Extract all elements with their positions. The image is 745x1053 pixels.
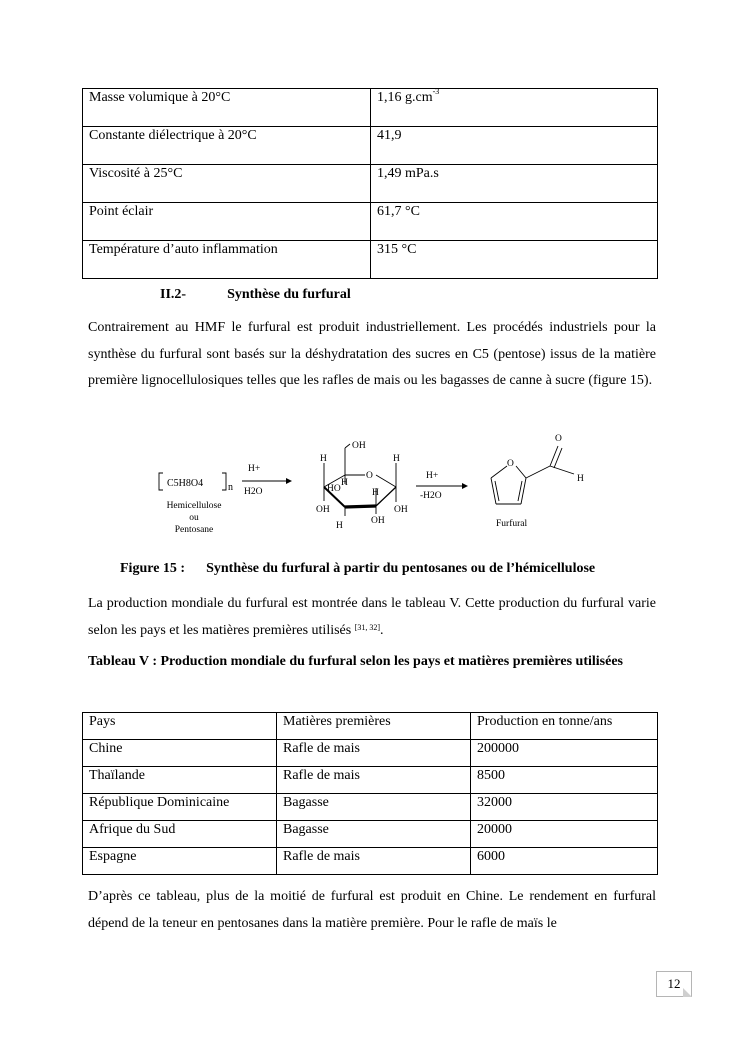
production-cell: 32000 bbox=[471, 794, 658, 821]
material-cell: Rafle de mais bbox=[277, 848, 471, 875]
figure-caption bbox=[120, 561, 595, 577]
property-value: 41,9 bbox=[371, 127, 658, 165]
table-header-row bbox=[83, 713, 658, 740]
paragraph-synthesis: Contrairement au HMF le furfural est produit industriellement. Les procédés industriels pour la synthèse du furfural sont basés sur la déshydratation des sucres en C5 (pentose) issus de la matière première lignocellulosiques telles que les rafles de mais ou les bagasses de canne à sucre (figure 15). bbox=[88, 320, 656, 388]
atom-oh-right: OH bbox=[394, 505, 408, 515]
product-label: Furfural bbox=[496, 519, 528, 529]
aldehyde-h: H bbox=[577, 474, 584, 484]
furan-oxygen: O bbox=[507, 459, 514, 469]
production-cell: 200000 bbox=[471, 740, 658, 767]
atom-h: H bbox=[341, 478, 348, 488]
material-cell: Bagasse bbox=[277, 821, 471, 848]
reactant-label: Hemicellulose bbox=[166, 501, 222, 511]
table-row bbox=[83, 821, 658, 848]
citation: [31, 32] bbox=[354, 622, 381, 632]
arrow1-catalyst: H+ bbox=[248, 464, 261, 474]
material-cell: Rafle de mais bbox=[277, 740, 471, 767]
production-cell: 6000 bbox=[471, 848, 658, 875]
property-value: 1,16 $g.cm^{-3}$ bbox=[371, 89, 658, 127]
atom-oh-bottom: OH bbox=[371, 516, 385, 526]
pentosane-formula bbox=[159, 473, 233, 493]
property-label: Constante diélectrique à 20°C bbox=[83, 127, 371, 165]
table-row bbox=[83, 767, 658, 794]
column-header: Production en tonne/ans bbox=[471, 713, 658, 740]
arrow2-catalyst: H+ bbox=[426, 471, 439, 481]
country-cell: Espagne bbox=[83, 848, 277, 875]
production-cell: 8500 bbox=[471, 767, 658, 794]
carbonyl-oxygen: O bbox=[555, 434, 562, 444]
figure-caption-label: Figure 15 : bbox=[120, 561, 186, 576]
production-table bbox=[82, 712, 658, 875]
property-value: 1,49 mPa.s bbox=[371, 165, 658, 203]
atom-oh-left: OH bbox=[316, 505, 330, 515]
xylose-ring bbox=[324, 444, 396, 516]
property-value: 61,7 °C bbox=[371, 203, 658, 241]
country-cell: Afrique du Sud bbox=[83, 821, 277, 848]
property-value: 315 °C bbox=[371, 241, 658, 279]
repeat-n: n bbox=[228, 482, 233, 493]
table-row bbox=[83, 740, 658, 767]
table-row bbox=[83, 127, 658, 165]
arrow-head bbox=[286, 478, 292, 484]
column-header: Matières premières bbox=[277, 713, 471, 740]
ring-oxygen: O bbox=[366, 471, 373, 481]
property-label: Température d’auto inflammation bbox=[83, 241, 371, 279]
property-label: Masse volumique à 20°C bbox=[83, 89, 371, 127]
atom-h-bottom: H bbox=[336, 521, 343, 531]
column-header: Pays bbox=[83, 713, 277, 740]
reactant-or: ou bbox=[189, 513, 199, 523]
reactant-alt: Pentosane bbox=[174, 525, 214, 535]
arrow-head bbox=[462, 483, 468, 489]
properties-table bbox=[82, 88, 658, 279]
arrow2-reagent: -H2O bbox=[420, 491, 442, 501]
table-row bbox=[83, 89, 658, 127]
furfural-structure bbox=[491, 446, 574, 504]
country-cell: Chine bbox=[83, 740, 277, 767]
atom-h: H bbox=[393, 454, 400, 464]
paragraph-conclusion: D’après ce tableau, plus de la moitié de furfural est produit en Chine. Le rendement en furfural dépend de la teneur en pentosanes dans la matière première. Pour le rafle de maïs le bbox=[88, 889, 656, 931]
page-fold-icon bbox=[683, 988, 692, 997]
page-number: 12 bbox=[667, 976, 681, 991]
section-title: Synthèse du furfural bbox=[227, 287, 351, 302]
arrow1-reagent: H2O bbox=[244, 487, 263, 497]
atom-h: H bbox=[372, 488, 379, 498]
table-title: Tableau V : Production mondiale du furfural selon les pays et matières premières utilisées bbox=[88, 654, 623, 669]
material-cell: Rafle de mais bbox=[277, 767, 471, 794]
reaction-figure bbox=[140, 428, 600, 540]
paragraph-production: La production mondiale du furfural est montrée dans le tableau V. Cette production du furfural varie selon les pays et les matières premières utilisés [31, 32]. bbox=[88, 596, 656, 638]
table-row bbox=[83, 165, 658, 203]
section-heading bbox=[160, 287, 351, 303]
atom-oh-top: OH bbox=[352, 441, 366, 451]
table-row bbox=[83, 794, 658, 821]
table-row bbox=[83, 203, 658, 241]
page-number-box bbox=[656, 971, 692, 997]
section-number: II.2- bbox=[160, 287, 187, 302]
figure-caption-text: Synthèse du furfural à partir du pentosanes ou de l’hémicellulose bbox=[206, 561, 596, 576]
production-cell: 20000 bbox=[471, 821, 658, 848]
atom-ho: HO bbox=[327, 484, 341, 494]
property-label: Point éclair bbox=[83, 203, 371, 241]
atom-h: H bbox=[320, 454, 327, 464]
formula-text: C5H8O4 bbox=[167, 478, 204, 489]
material-cell: Bagasse bbox=[277, 794, 471, 821]
table-row bbox=[83, 848, 658, 875]
property-label: Viscosité à 25°C bbox=[83, 165, 371, 203]
country-cell: Thaïlande bbox=[83, 767, 277, 794]
country-cell: République Dominicaine bbox=[83, 794, 277, 821]
table-row bbox=[83, 241, 658, 279]
